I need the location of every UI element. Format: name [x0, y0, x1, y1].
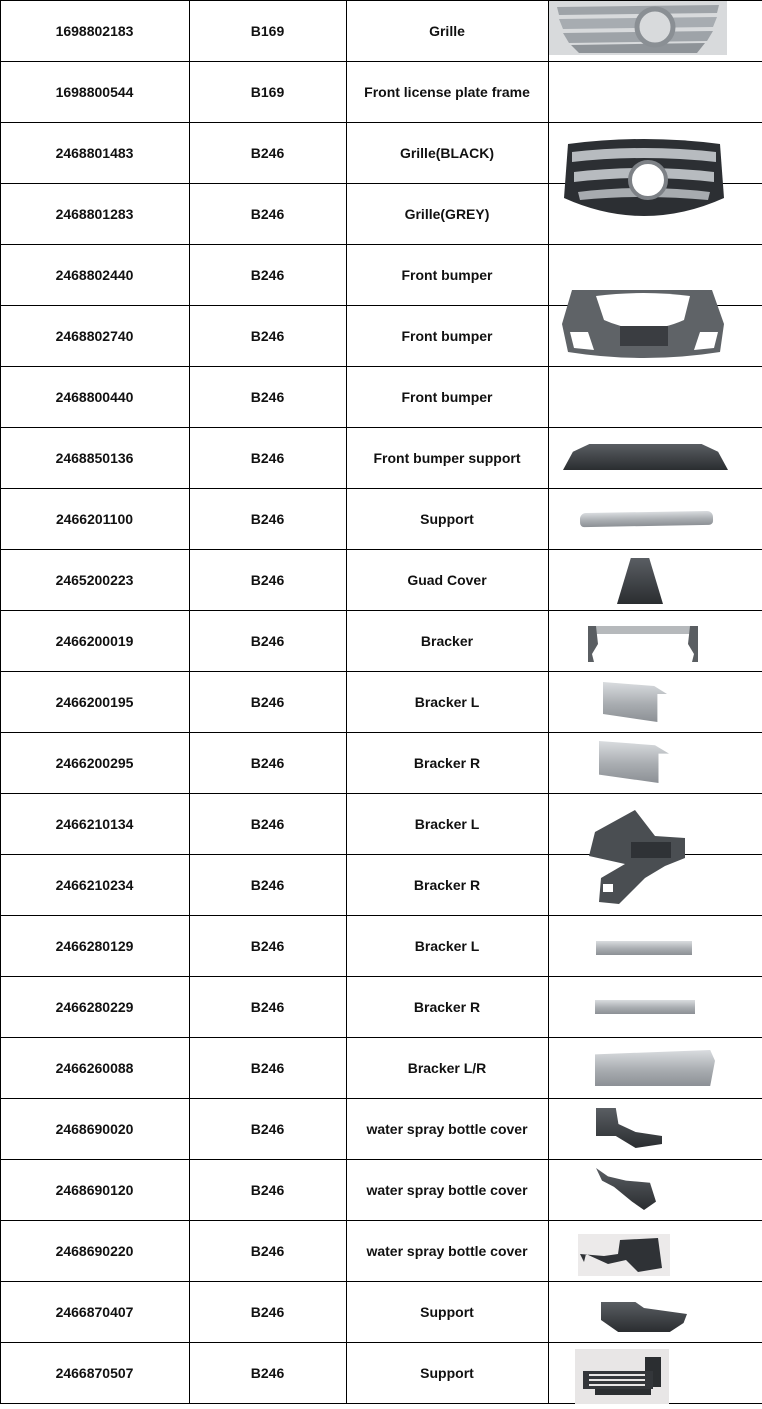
description-cell: Front bumper [401, 266, 493, 283]
table-row [0, 61, 762, 122]
grid-line [0, 1037, 762, 1038]
part-number-cell: 2466870407 [55, 1303, 134, 1320]
description-cell: Bracker R [413, 998, 481, 1015]
grid-line [0, 915, 762, 916]
model-cell: B246 [250, 510, 285, 527]
description-cell: Bracker L [414, 693, 480, 710]
grid-line [0, 610, 762, 611]
grid-line [0, 488, 762, 489]
part-number-cell: 2468802440 [55, 266, 134, 283]
model-cell: B246 [250, 571, 285, 588]
part-number-cell: 1698800544 [55, 83, 134, 100]
part-number-cell: 2465200223 [55, 571, 134, 588]
part-number-cell: 2468800440 [55, 388, 134, 405]
description-cell: Front bumper [401, 327, 493, 344]
table-row [0, 366, 762, 427]
model-cell: B246 [250, 1120, 285, 1137]
model-cell: B169 [250, 83, 285, 100]
bracket-strip-photo [596, 941, 692, 955]
description-cell: Support [420, 1303, 474, 1320]
bumper-support-photo [563, 444, 728, 470]
grille-mesh-photo [560, 138, 728, 230]
description-cell: Bracker L [414, 815, 480, 832]
part-number-cell: 2466200019 [55, 632, 134, 649]
description-cell: Bracker L [414, 937, 480, 954]
grid-line [0, 549, 762, 550]
part-number-cell: 2466280129 [55, 937, 134, 954]
model-cell: B246 [250, 815, 285, 832]
description-cell: Bracker R [413, 754, 481, 771]
grid-line [0, 671, 762, 672]
description-cell: Front license plate frame [364, 83, 530, 100]
part-number-cell: 2468801283 [55, 205, 134, 222]
grid-line [189, 0, 190, 1404]
model-cell: B246 [250, 632, 285, 649]
description-cell: Front bumper support [373, 449, 521, 466]
model-cell: B246 [250, 754, 285, 771]
part-number-cell: 2466260088 [55, 1059, 134, 1076]
part-number-cell: 2466280229 [55, 998, 134, 1015]
grille-silver-photo [549, 1, 727, 55]
model-cell: B246 [250, 876, 285, 893]
grid-line [548, 0, 549, 1404]
grid-line [0, 1342, 762, 1343]
grid-line [0, 366, 762, 367]
shutter-support-photo [575, 1349, 669, 1404]
part-number-cell: 2468690220 [55, 1242, 134, 1259]
description-cell: Grille(BLACK) [399, 144, 495, 161]
part-number-cell: 1698802183 [55, 22, 134, 39]
description-cell: Support [420, 1364, 474, 1381]
table-row [0, 1098, 762, 1159]
grid-line [0, 1220, 762, 1221]
grid-line [0, 1281, 762, 1282]
description-cell: Grille(GREY) [404, 205, 490, 222]
model-cell: B246 [250, 1242, 285, 1259]
part-number-cell: 2468801483 [55, 144, 134, 161]
part-number-cell: 2466870507 [55, 1364, 134, 1381]
part-number-cell: 2466210134 [55, 815, 134, 832]
description-cell: water spray bottle cover [366, 1120, 528, 1137]
grid-line [0, 122, 762, 123]
model-cell: B246 [250, 937, 285, 954]
description-cell: Bracker [420, 632, 474, 649]
bracket-strip-photo [595, 1000, 695, 1014]
part-number-cell: 2468690120 [55, 1181, 134, 1198]
part-number-cell: 2466200195 [55, 693, 134, 710]
grid-line [0, 1159, 762, 1160]
bottle-cover-photo [578, 1234, 670, 1276]
model-cell: B246 [250, 327, 285, 344]
description-cell: Grille [429, 22, 465, 39]
description-cell: water spray bottle cover [366, 1181, 528, 1198]
bracket-bar-photo [586, 624, 700, 662]
model-cell: B246 [250, 1303, 285, 1320]
grid-line [0, 976, 762, 977]
description-cell: Support [420, 510, 474, 527]
model-cell: B246 [250, 449, 285, 466]
model-cell: B246 [250, 1181, 285, 1198]
grid-line [0, 732, 762, 733]
model-cell: B169 [250, 22, 285, 39]
grid-line [0, 1098, 762, 1099]
model-cell: B246 [250, 144, 285, 161]
support-beam-photo [580, 511, 713, 527]
grid-line [0, 244, 762, 245]
part-number-cell: 2468850136 [55, 449, 134, 466]
part-number-cell: 2466210234 [55, 876, 134, 893]
model-cell: B246 [250, 266, 285, 283]
model-cell: B246 [250, 205, 285, 222]
description-cell: Front bumper [401, 388, 493, 405]
part-number-cell: 2466200295 [55, 754, 134, 771]
part-number-cell: 2468690020 [55, 1120, 134, 1137]
model-cell: B246 [250, 998, 285, 1015]
grid-line [0, 0, 1, 1404]
bracket-channel-photo [595, 1050, 715, 1086]
grid-line [0, 61, 762, 62]
grid-line [0, 793, 762, 794]
front-bumper-photo [560, 290, 728, 362]
model-cell: B246 [250, 388, 285, 405]
part-number-cell: 2468802740 [55, 327, 134, 344]
model-cell: B246 [250, 1059, 285, 1076]
description-cell: Bracker R [413, 876, 481, 893]
grid-line [0, 427, 762, 428]
description-cell: water spray bottle cover [366, 1242, 528, 1259]
description-cell: Guad Cover [407, 571, 487, 588]
bracket-black-photo [585, 808, 690, 908]
description-cell: Bracker L/R [407, 1059, 487, 1076]
part-number-cell: 2466201100 [55, 510, 134, 527]
model-cell: B246 [250, 693, 285, 710]
grid-line [346, 0, 347, 1404]
model-cell: B246 [250, 1364, 285, 1381]
